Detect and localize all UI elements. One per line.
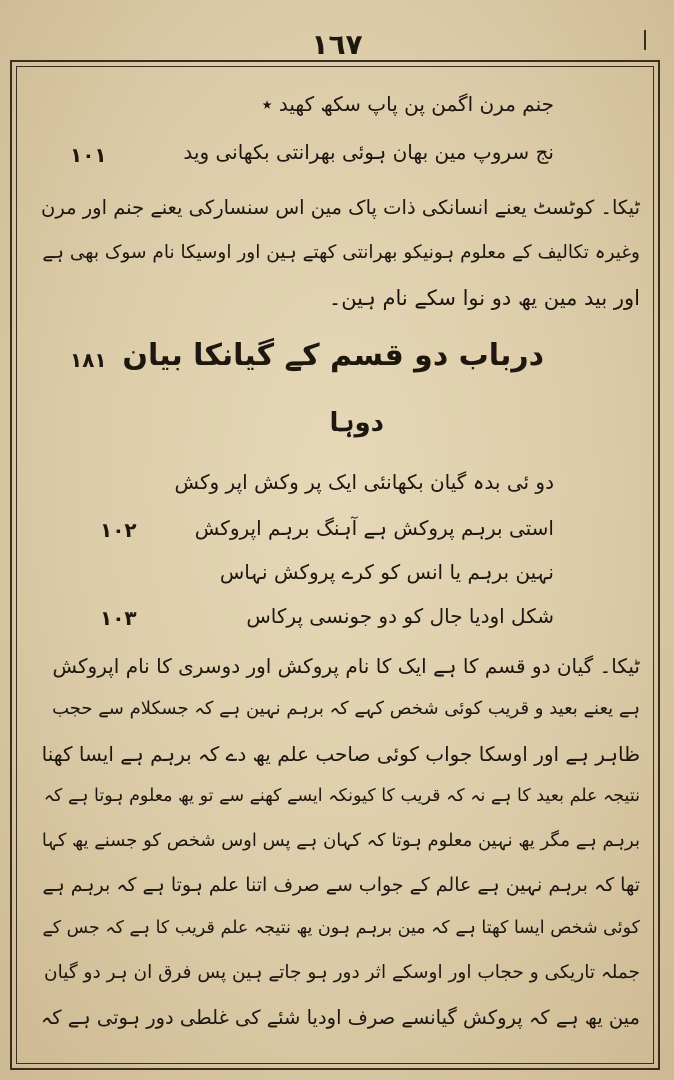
couplet-number: ١٠٢ <box>100 518 137 542</box>
commentary-line: ٹیکا۔ کوٹسٹ یعنے انسانکی ذات پاک مین اس سنسارکی یعنے جنم اور مرن <box>41 196 640 219</box>
commentary-line: جملہ تاریکی و حجاب اور اوسکے اثر دور ہو جاتے ہین پس فرق ان ہر دو گیان <box>44 962 640 983</box>
verse-line: نج سروپ مین بھان ہوئی بھرانتی بکھانی وید <box>183 140 554 164</box>
commentary-line: مین یھ ہے کہ پروکش گیانسے صرف اودیا شئے کی غلطی دور ہوتی ہے کہ <box>40 1006 640 1029</box>
couplet-line: نہین برہم یا انس کو کرے پروکش نہاس <box>219 560 554 584</box>
couplet-line: شکل اودیا جال کو دو جونسی پرکاس <box>246 604 554 628</box>
commentary-line: اور بید مین یھ دو نوا سکے نام ہین۔ <box>328 286 640 310</box>
commentary-line: تھا کہ برہم نہین ہے عالم کے جواب سے صرف اتنا علم ہوتا ہے کہ برہم ہے <box>42 874 640 896</box>
page-number: ١٦٧ <box>311 28 363 61</box>
subheading: دوہا <box>329 408 384 438</box>
heading-number: ١٨١ <box>70 348 107 372</box>
commentary-line: برہم ہے مگر یھ نہین معلوم ہوتا کہ کہان ہے پس اوس شخص کو جسنے یھ کہا <box>41 830 640 851</box>
couplet-line: دو ئی بدہ گیان بکھانئی ایک پر وکش اپر وکش <box>174 470 554 494</box>
section-heading: درباب دو قسم کے گیانکا بیان <box>122 338 544 373</box>
commentary-line: ٹیکا۔ گیان دو قسم کا ہے ایک کا نام پروکش اور دوسری کا نام اپروکش <box>52 654 640 678</box>
commentary-line: کوئی شخص ایسا کھتا ہے کہ مین برہم ہون یھ نتیجہ علم قریب کا ہے کہ جس کے <box>42 918 640 938</box>
couplet-number: ١٠٣ <box>100 606 137 630</box>
margin-mark <box>644 30 646 50</box>
commentary-line: نتیجہ علم بعید کا ہے نہ کہ قریب کا کیونکہ ایسے کھنے سے تو یھ معلوم ہوتا ہے کہ <box>43 786 640 806</box>
verse-line: جنم مرن اگمن پن پاپ سکھ کھید ٭ <box>261 92 554 116</box>
commentary-line: ظاہر ہے اور اوسکا جواب کوئی صاحب علم یھ دے کہ برہم ہے ایسا کھنا <box>41 742 640 766</box>
verse-number: ١٠١ <box>70 143 107 167</box>
commentary-line: ہے یعنے بعید و قریب کوئی شخص کہے کہ برہم نہین ہے کہ جسکلام سے حجب <box>52 698 640 719</box>
commentary-line: وغیرہ تکالیف کے معلوم ہونیکو بھرانتی کھتے ہین اور اوسیکا نام سوک بھی ہے <box>42 242 640 263</box>
couplet-line: استی برہم پروکش ہے آہنگ برہم اپروکش <box>194 516 554 540</box>
